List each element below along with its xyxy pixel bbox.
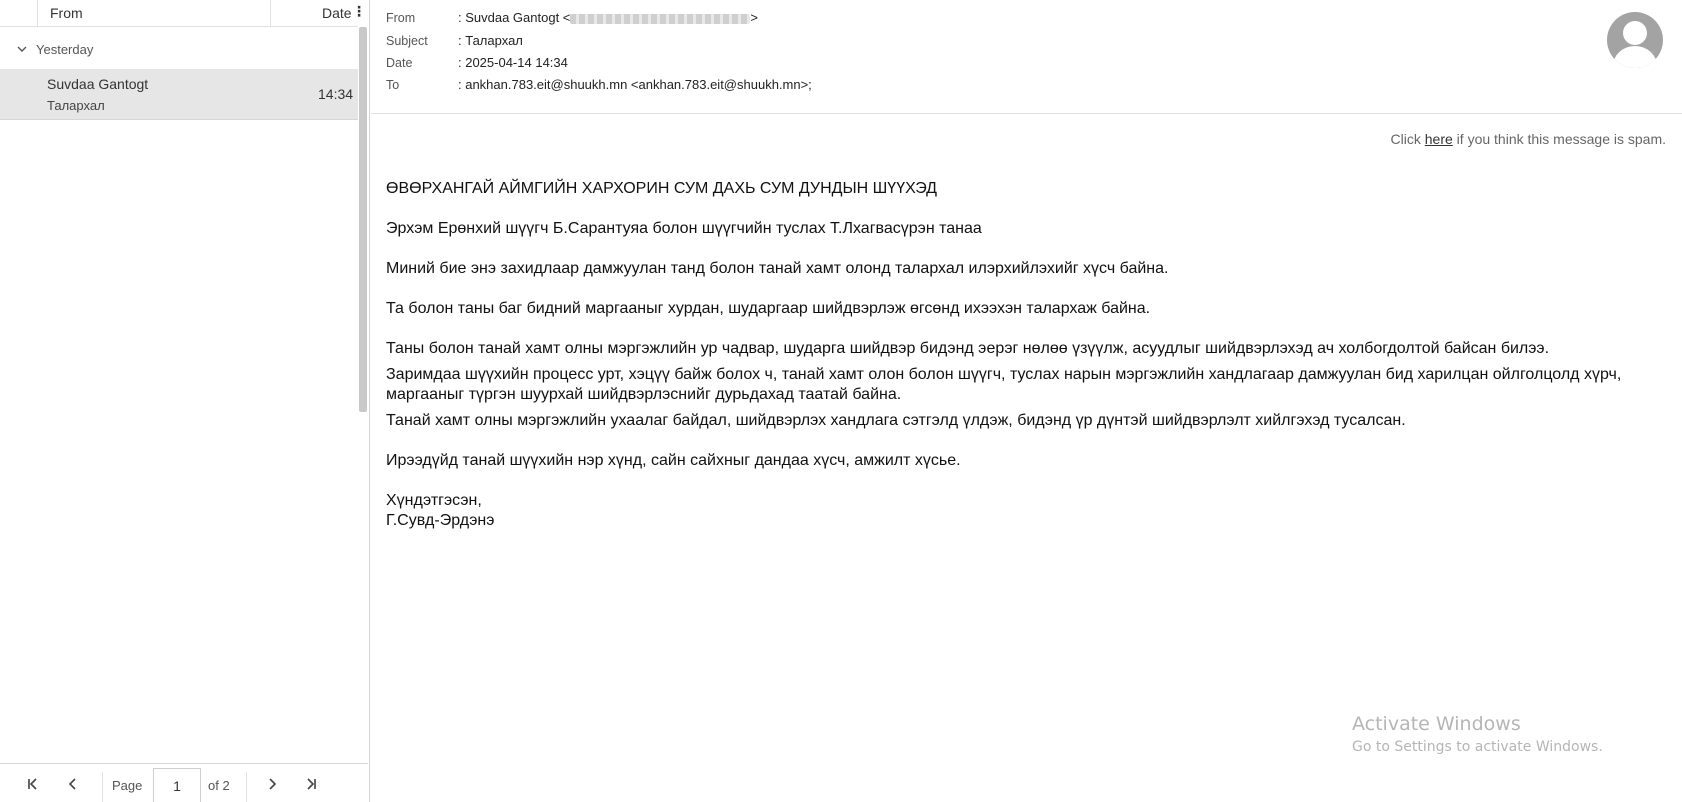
body-paragraph: маргааныг түргэн шуурхай шийдвэрлэснийг дурьдахад таатай байна.: [386, 386, 902, 403]
body-paragraph: Заримдаа шүүхийн процесс урт, хэцүү байж болох ч, танай хамт олон болон шүүгч, туслах нарын мэргэжлийн хандлагаар дамжуулан бид харилцан ойлголцолд хүрч,: [386, 366, 1622, 383]
pager-divider: [102, 772, 103, 802]
chevron-down-icon: [16, 43, 28, 55]
body-paragraph: Таны болон танай хамт олны мэргэжлийн ур чадвар, шударга шийдвэр бидэнд эерэг нөлөө үзүүлж, асуудлыг шийдвэрлэхэд ач холбогдолтой байсан билээ.: [386, 340, 1550, 357]
watermark-subtitle: Go to Settings to activate Windows.: [1352, 739, 1603, 755]
closing-line: Хүндэтгэсэн,: [386, 492, 482, 509]
reading-pane: [371, 0, 1682, 802]
header-label: Subject: [386, 34, 428, 48]
redacted-email: [570, 14, 750, 24]
column-menu-icon[interactable]: ⋮: [352, 3, 365, 19]
list-item-subject: Талархал: [47, 98, 105, 113]
list-item[interactable]: [0, 69, 358, 120]
column-header-from[interactable]: From: [50, 5, 83, 21]
prev-page-icon: [65, 776, 81, 792]
watermark-title: Activate Windows: [1352, 713, 1521, 735]
body-paragraph: ӨВӨРХАНГАЙ АЙМГИЙН ХАРХОРИН СУМ ДАХЬ СУМ ДУНДЫН ШҮҮХЭД: [386, 180, 938, 197]
body-paragraph: Эрхэм Ерөнхий шүүгч Б.Сарантуяа болон шүүгчийн туслах Т.Лхагвасүрэн танаа: [386, 220, 982, 237]
body-paragraph: Миний бие энэ захидлаар дамжуулан танд болон танай хамт олонд талархал илэрхийлэхийг хүсч байна.: [386, 260, 1169, 277]
signature: Г.Сувд-Эрдэнэ: [386, 512, 495, 529]
message-list-pane: [0, 0, 370, 802]
spam-notice-suffix: if you think this message is spam.: [1452, 131, 1666, 147]
body-paragraph: Та болон таны баг бидний маргааныг хурдан, шударгаар шийдвэрлэж өгсөнд ихээхэн талархаж байна.: [386, 300, 1151, 317]
windows-activation-watermark: [1352, 713, 1603, 755]
header-value[interactable]: [458, 10, 758, 25]
message-headers: [371, 0, 1682, 114]
list-scrollbar[interactable]: [359, 27, 367, 412]
spam-notice: [1391, 131, 1666, 147]
header-value[interactable]: : ankhan.783.eit@shuukh.mn <ankhan.783.eit@shuukh.mn>;: [458, 77, 812, 92]
column-divider: [270, 0, 271, 27]
prev-page-button[interactable]: [55, 764, 91, 802]
column-header-date[interactable]: Date: [322, 5, 352, 21]
page-count-label: of 2: [208, 778, 230, 793]
header-label: To: [386, 78, 400, 92]
avatar-body: [1613, 46, 1657, 68]
sender-suffix: >: [750, 10, 758, 25]
list-item-time: 14:34: [318, 86, 354, 102]
list-item-sender: Suvdaa Gantogt: [47, 76, 149, 92]
page-label: Page: [112, 778, 143, 793]
body-paragraph: Танай хамт олны мэргэжлийн ухаалаг байдал, шийдвэрлэх хандлага сэтгэлд үлдэж, бидэнд үр дүнтэй шийдвэрлэлт хийлгэхэд тусалсан.: [386, 412, 1406, 429]
first-page-button[interactable]: [15, 764, 51, 802]
spam-notice-prefix: Click: [1390, 131, 1425, 147]
header-label: Date: [386, 56, 413, 70]
page-number-input[interactable]: [153, 768, 201, 802]
list-header: [0, 0, 365, 27]
group-label: Yesterday: [36, 42, 94, 57]
last-page-icon: [303, 776, 319, 792]
avatar-head: [1623, 21, 1647, 45]
group-header-yesterday[interactable]: [0, 38, 358, 62]
avatar: [1607, 12, 1663, 68]
header-value: : 2025-04-14 14:34: [458, 55, 568, 70]
spam-report-link[interactable]: here: [1424, 131, 1453, 147]
next-page-button[interactable]: [254, 764, 290, 802]
pager-divider: [246, 772, 247, 802]
next-page-icon: [264, 776, 280, 792]
sender-name: : Suvdaa Gantogt <: [458, 10, 571, 25]
header-label: From: [386, 11, 416, 25]
last-page-button[interactable]: [293, 764, 329, 802]
header-value: : Талархал: [458, 33, 523, 48]
body-paragraph: Ирээдүйд танай шүүхийн нэр хүнд, сайн сайхныг дандаа хүсч, амжилт хүсье.: [386, 452, 961, 469]
first-page-icon: [25, 776, 41, 792]
pager: [0, 763, 368, 802]
select-all-column[interactable]: [0, 0, 38, 27]
